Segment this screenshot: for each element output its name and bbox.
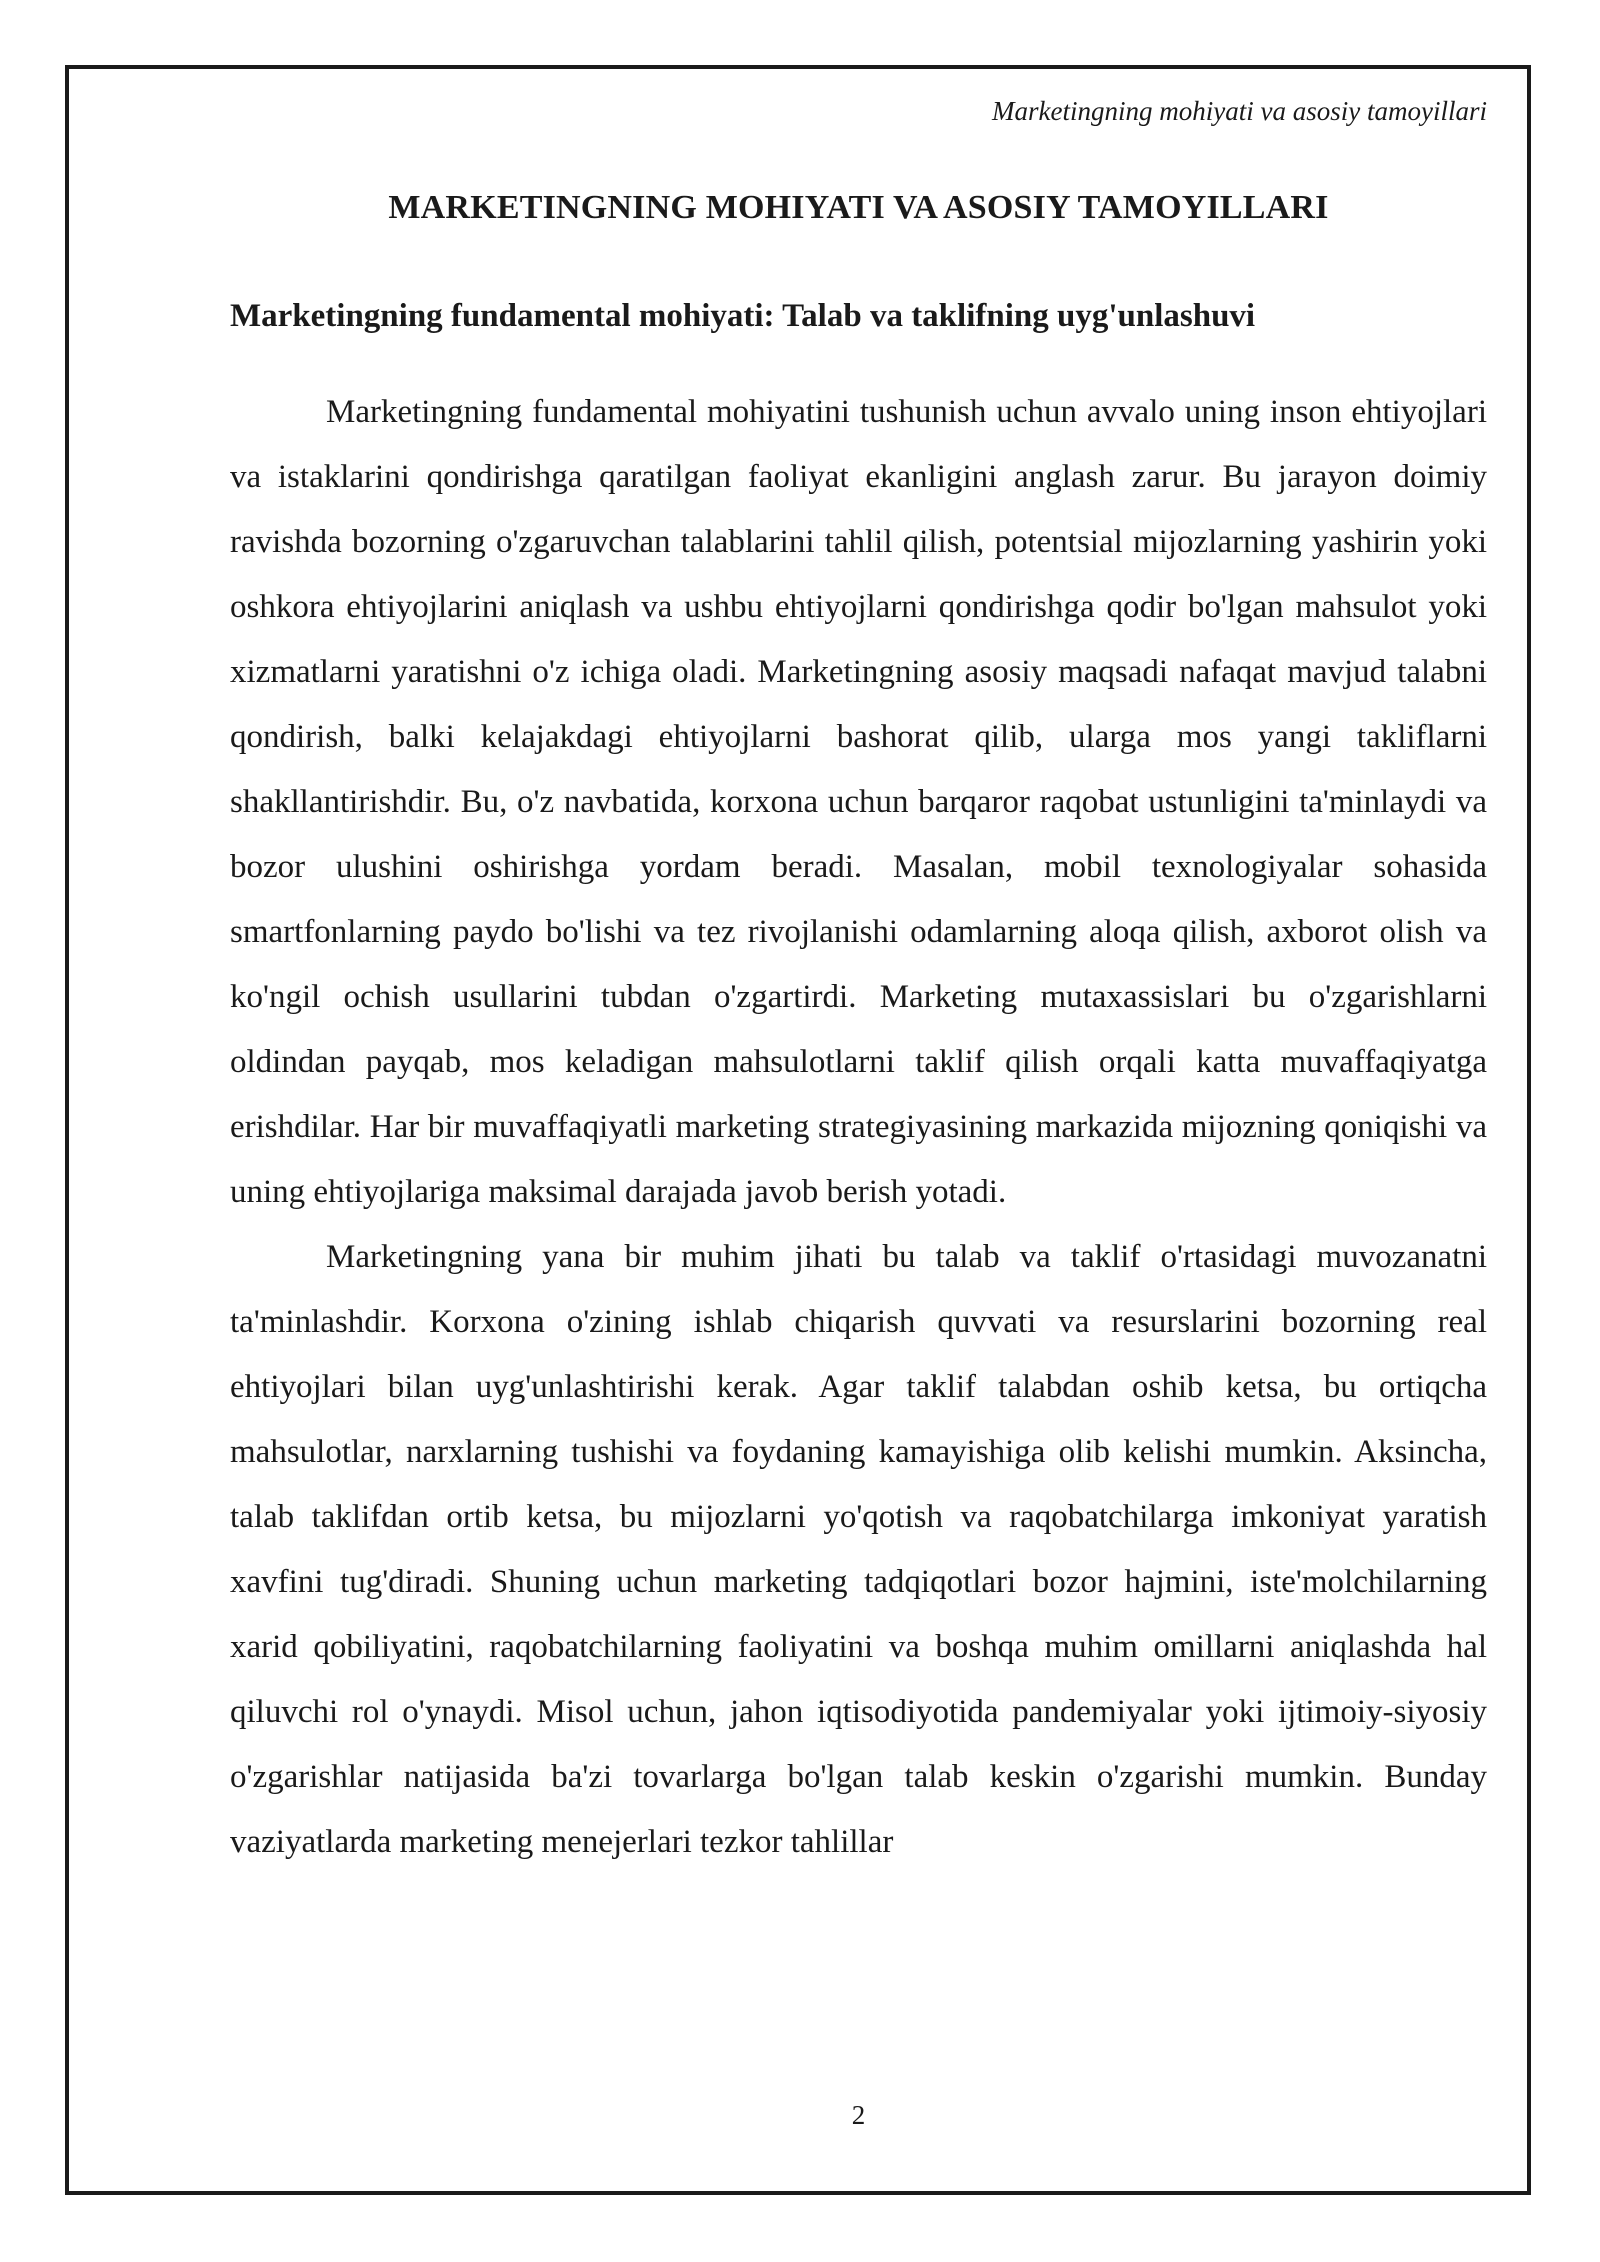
body-text <box>230 380 1487 1875</box>
section-heading: Marketingning fundamental mohiyati: Talab va taklifning uyg'unlashuvi <box>230 298 1256 334</box>
page-number: 2 <box>851 2100 866 2130</box>
paragraph: Marketingning fundamental mohiyatini tushunish uchun avvalo uning inson ehtiyojlari va istaklarini qondirishga qaratilgan faoliyat ekanligini anglash zarur. Bu jarayon doimiy ravishda bozorning o'zgaruvchan talablarini tahlil qilish, potentsial mijozlarning yashirin yoki oshkora ehtiyojlarini aniqlash va ushbu ehtiyojlarni qondirishga qodir bo'lgan mahsulot yoki xizmatlarni yaratishni o'z ichiga oladi. Marketingning asosiy maqsadi nafaqat mavjud talabni qondirish, balki kelajakdagi ehtiyojlarni bashorat qilib, ularga mos yangi takliflarni shakllantirishdir. Bu, o'z navbatida, korxona uchun barqaror raqobat ustunligini ta'minlaydi va bozor ulushini oshirishga yordam beradi. Masalan, mobil texnologiyalar sohasida smartfonlarning paydo bo'lishi va tez rivojlanishi odamlarning aloqa qilish, axborot olish va ko'ngil ochish usullarini tubdan o'zgartirdi. Marketing mutaxassislari bu o'zgarishlarni oldindan payqab, mos keladigan mahsulotlarni taklif qilish orqali katta muvaffaqiyatga erishdilar. Har bir muvaffaqiyatli marketing strategiyasining markazida mijozning qoniqishi va uning ehtiyojlariga maksimal darajada javob berish yotadi. <box>230 394 1487 1210</box>
paragraph: Marketingning yana bir muhim jihati bu talab va taklif o'rtasidagi muvozanatni ta'minlashdir. Korxona o'zining ishlab chiqarish quvvati va resurslarini bozorning real ehtiyojlari bilan uyg'unlashtirishi kerak. Agar taklif talabdan oshib ketsa, bu ortiqcha mahsulotlar, narxlarning tushishi va foydaning kamayishiga olib kelishi mumkin. Aksincha, talab taklifdan ortib ketsa, bu mijozlarni yo'qotish va raqobatchilarga imkoniyat yaratish xavfini tug'diradi. Shuning uchun marketing tadqiqotlari bozor hajmini, iste'molchilarning xarid qobiliyatini, raqobatchilarning faoliyatini va boshqa muhim omillarni aniqlashda hal qiluvchi rol o'ynaydi. Misol uchun, jahon iqtisodiyotida pandemiyalar yoki ijtimoiy-siyosiy o'zgarishlar natijasida ba'zi tovarlarga bo'lgan talab keskin o'zgarishi mumkin. Bunday vaziyatlarda marketing menejerlari tezkor tahlillar <box>230 1239 1487 1860</box>
document-title: MARKETINGNING MOHIYATI VA ASOSIY TAMOYILLARI <box>388 189 1329 226</box>
running-header: Marketingning mohiyati va asosiy tamoyillari <box>992 96 1487 126</box>
